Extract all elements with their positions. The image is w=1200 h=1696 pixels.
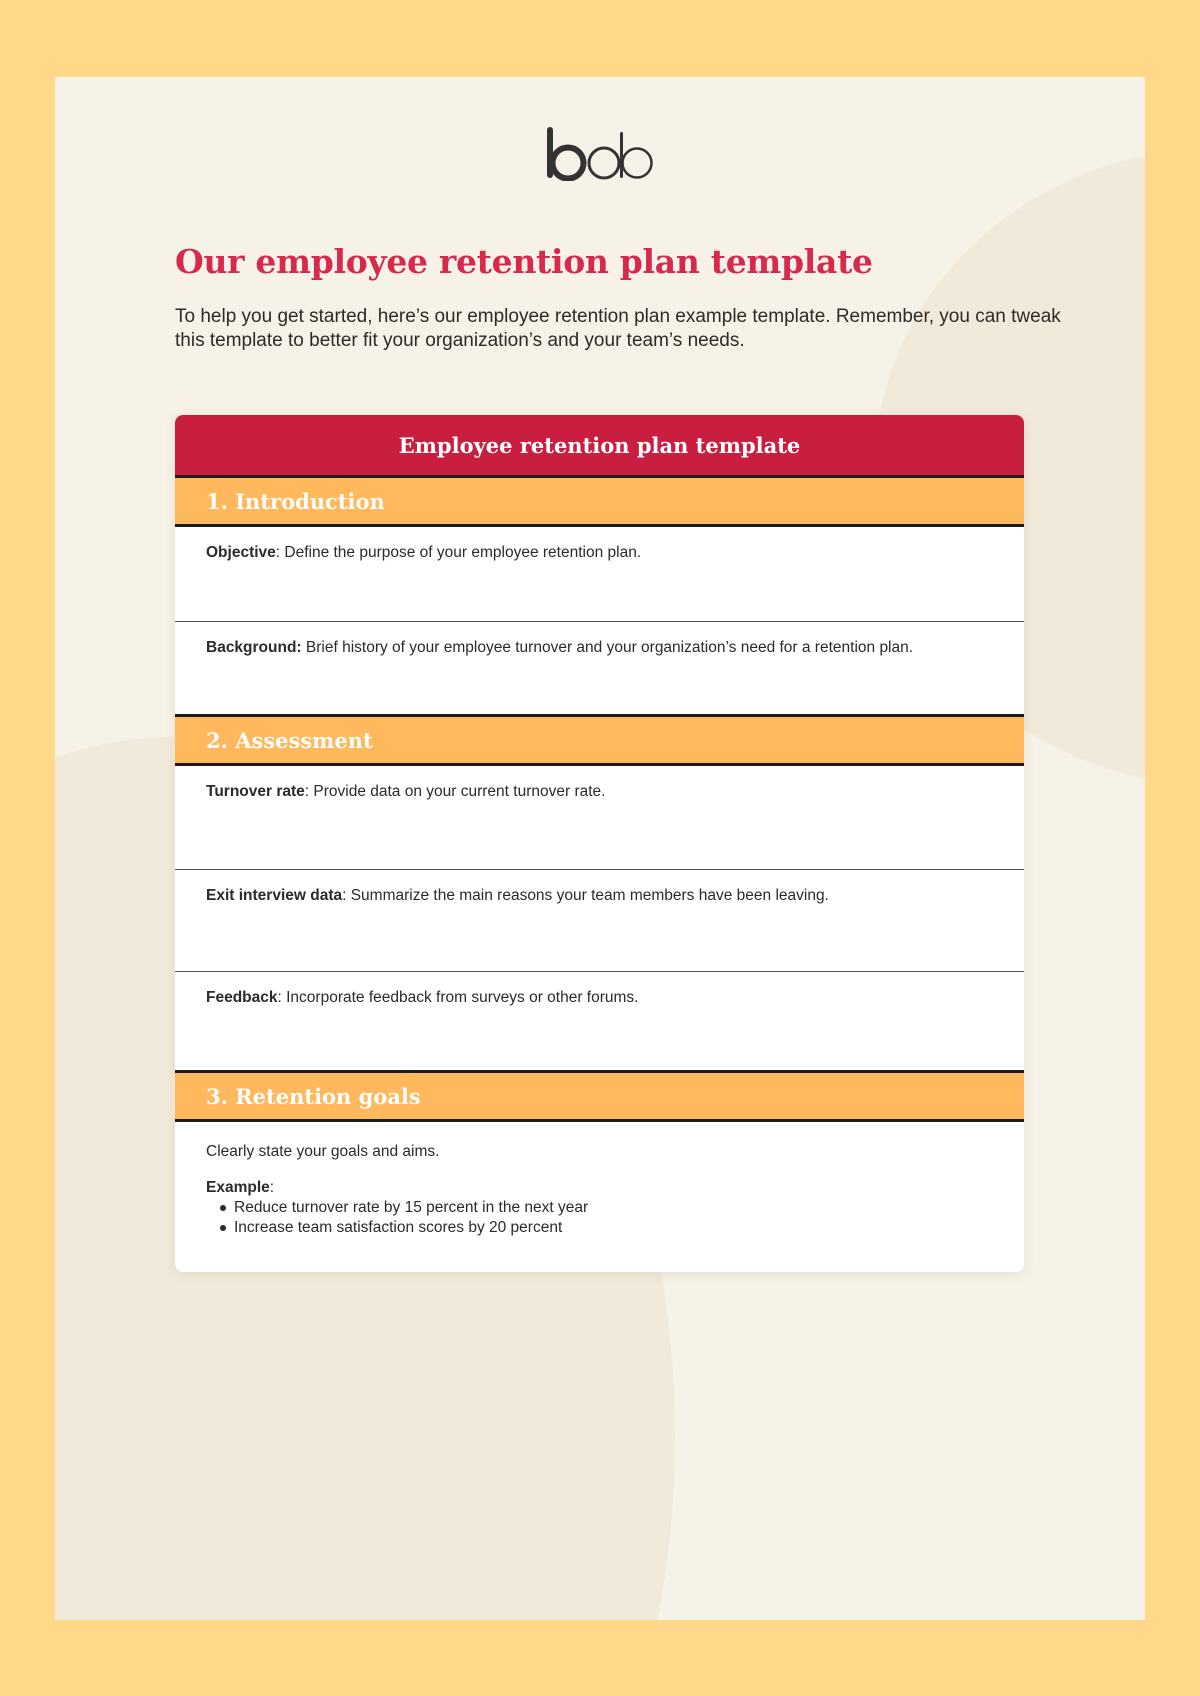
field-text: : Incorporate feedback from surveys or other forums. xyxy=(277,989,639,1006)
page-title: Our employee retention plan template xyxy=(175,242,873,281)
section-assessment-heading xyxy=(175,714,1024,766)
field-text: : Provide data on your current turnover rate. xyxy=(304,783,606,800)
field-text: : Define the purpose of your employee retention plan. xyxy=(275,544,642,561)
turnover-rate-field[interactable] xyxy=(175,766,1024,869)
example-heading xyxy=(206,1178,993,1198)
background-field[interactable] xyxy=(175,621,1024,714)
bob-logo xyxy=(545,125,655,181)
section-heading-text: 3. Retention goals xyxy=(206,1083,421,1109)
field-label: Objective xyxy=(206,544,276,561)
field-label: Exit interview data xyxy=(206,887,343,904)
document-page xyxy=(55,77,1145,1620)
exit-interview-data-field[interactable] xyxy=(175,869,1024,971)
feedback-field[interactable] xyxy=(175,971,1024,1070)
retention-goals-field[interactable] xyxy=(175,1122,1024,1272)
field-label: Background: xyxy=(206,639,302,656)
example-suffix: : xyxy=(269,1179,275,1196)
field-text: Brief history of your employee turnover and your organization’s need for a retention plan. xyxy=(301,639,914,656)
field-label: Feedback xyxy=(206,989,278,1006)
objective-field[interactable] xyxy=(175,527,1024,621)
section-heading-text: 2. Assessment xyxy=(206,727,373,753)
section-introduction-heading xyxy=(175,478,1024,527)
list-item: Increase team satisfaction scores by 20 percent xyxy=(234,1218,993,1238)
template-header-title: Employee retention plan template xyxy=(398,432,801,458)
intro-paragraph: To help you get started, here’s our employee retention plan example template. Remember, you can tweak this template to better fit your organization’s and your team’s needs. xyxy=(175,306,1061,351)
section-heading-text: 1. Introduction xyxy=(206,488,385,514)
goals-description: Clearly state your goals and aims. xyxy=(206,1143,440,1160)
field-label: Turnover rate xyxy=(206,783,305,800)
retention-plan-template-card xyxy=(175,415,1024,1272)
list-item: Reduce turnover rate by 15 percent in the next year xyxy=(234,1198,993,1218)
example-label: Example xyxy=(206,1179,270,1196)
section-retention-goals-heading xyxy=(175,1070,1024,1122)
template-header xyxy=(175,415,1024,478)
field-text: : Summarize the main reasons your team members have been leaving. xyxy=(342,887,829,904)
example-list xyxy=(206,1198,993,1238)
